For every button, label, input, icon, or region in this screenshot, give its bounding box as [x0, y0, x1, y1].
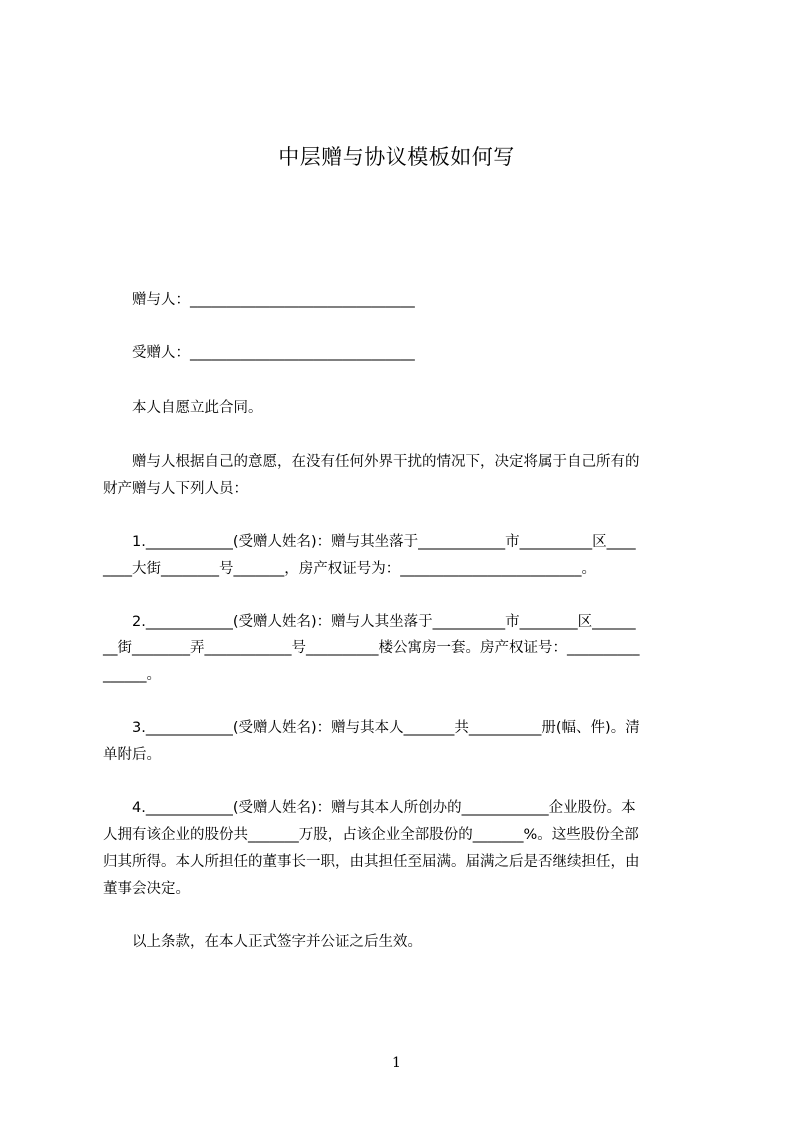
intro-paragraph-line: 财产赠与人下列人员： — [103, 481, 248, 497]
clause-3-line: 3.____________(受赠人姓名)：赠与其本人_______共__________册(幅、件)。清 — [103, 720, 640, 736]
voluntary-statement: 本人自愿立此合同。 — [103, 400, 263, 416]
clause-4-line: 归其所得。本人所担任的董事长一职，由其担任至届满。届满之后是否继续担任，由 — [103, 854, 640, 870]
clause-1-line: 1.____________(受赠人姓名)：赠与其坐落于____________市__________区____ — [103, 534, 636, 550]
clause-4-line: 4.____________(受赠人姓名)：赠与其本人所创办的____________企业股份。本 — [103, 800, 636, 816]
clause-1-line: ____大街________号_______，房产权证号为：_________________________。 — [103, 561, 596, 577]
donor-line: 赠与人：_______________________________ — [103, 292, 415, 308]
clause-2-line: ______。 — [103, 667, 161, 683]
document-title: 中层赠与协议模板如何写 — [278, 145, 515, 169]
page-number: 1 — [392, 1055, 401, 1071]
clause-3-line: 单附后。 — [103, 747, 161, 763]
clause-2-line: __街________弄____________号__________楼公寓房一套。房产权证号：__________ — [103, 640, 640, 656]
clause-4-line: 人拥有该企业的股份共_______万股，占该企业全部股份的_______%。这些股份全部 — [103, 827, 639, 843]
intro-paragraph-line: 赠与人根据自己的意愿，在没有任何外界干扰的情况下，决定将属于自己所有的 — [103, 454, 640, 470]
effective-clause: 以上条款，在本人正式签字并公证之后生效。 — [103, 934, 422, 950]
recipient-line: 受赠人：_______________________________ — [103, 345, 415, 361]
clause-2-line: 2.____________(受赠人姓名)：赠与人其坐落于__________市________区______ — [103, 614, 636, 630]
clause-4-line: 董事会决定。 — [103, 881, 190, 897]
